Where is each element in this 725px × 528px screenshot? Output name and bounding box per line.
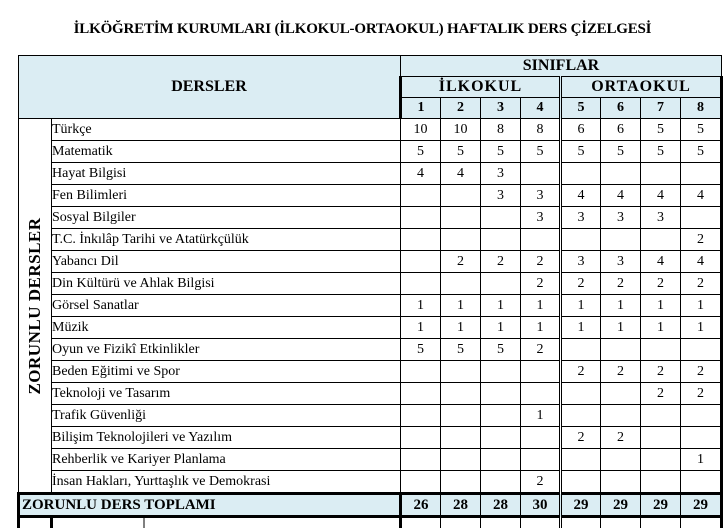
grade-2-header: 2 [441, 98, 481, 119]
table-row [19, 141, 722, 163]
hours-cell-grade-7 [641, 163, 681, 185]
total-hours-grade-4: 30 [521, 494, 561, 517]
hours-cell-grade-2 [441, 405, 481, 427]
hours-cell-grade-2 [441, 207, 481, 229]
hours-cell-grade-5 [561, 339, 601, 361]
hours-cell-grade-2 [441, 471, 481, 494]
total-hours-grade-1: 26 [401, 494, 441, 517]
hours-cell-grade-1: 5 [401, 339, 441, 361]
hours-cell-grade-4: 1 [521, 317, 561, 339]
table-row [19, 361, 722, 383]
hours-cell-grade-1 [401, 185, 441, 207]
hours-cell-grade-3: 5 [481, 141, 521, 163]
hours-cell-grade-7: 4 [641, 185, 681, 207]
table-row [19, 449, 722, 471]
hours-cell-grade-7: 5 [641, 119, 681, 141]
hours-cell-grade-3 [481, 207, 521, 229]
hours-cell-grade-5: 1 [561, 295, 601, 317]
hours-cell-grade-5: 4 [561, 185, 601, 207]
hours-cell-grade-5: 2 [561, 427, 601, 449]
hours-cell-grade-3 [481, 449, 521, 471]
hours-cell-grade-3: 5 [481, 339, 521, 361]
cut-off-cell [481, 517, 521, 528]
hours-cell-grade-6: 6 [601, 119, 641, 141]
table-row [19, 251, 722, 273]
hours-cell-grade-7: 2 [641, 361, 681, 383]
hours-cell-grade-7: 2 [641, 273, 681, 295]
hours-cell-grade-5 [561, 229, 601, 251]
grade-1-header: 1 [401, 98, 441, 119]
hours-cell-grade-8: 2 [681, 361, 722, 383]
group-label: ZORUNLU DERSLER [25, 217, 45, 394]
hours-cell-grade-8 [681, 207, 722, 229]
cut-off-cell [441, 517, 481, 528]
hours-cell-grade-2: 5 [441, 141, 481, 163]
subject-name: Yabancı Dil [52, 251, 401, 273]
total-hours-grade-3: 28 [481, 494, 521, 517]
page-title: İLKÖĞRETİM KURUMLARI (İLKOKUL-ORTAOKUL) HAFTALIK DERS ÇİZELGESİ [0, 21, 725, 38]
grade-7-header: 7 [641, 98, 681, 119]
hours-cell-grade-1 [401, 471, 441, 494]
subject-name: Rehberlik ve Kariyer Planlama [52, 449, 401, 471]
hours-cell-grade-5: 3 [561, 251, 601, 273]
hours-cell-grade-6: 3 [601, 207, 641, 229]
hours-cell-grade-4: 8 [521, 119, 561, 141]
grade-3-header: 3 [481, 98, 521, 119]
hours-cell-grade-8: 1 [681, 317, 722, 339]
total-hours-grade-8: 29 [681, 494, 722, 517]
primary-school-header: İLKOKUL [401, 77, 561, 98]
hours-cell-grade-6 [601, 383, 641, 405]
hours-cell-grade-5: 3 [561, 207, 601, 229]
subject-name: Görsel Sanatlar [52, 295, 401, 317]
hours-cell-grade-7: 1 [641, 295, 681, 317]
hours-cell-grade-8: 2 [681, 273, 722, 295]
hours-cell-grade-6: 2 [601, 427, 641, 449]
total-hours-grade-7: 29 [641, 494, 681, 517]
hours-cell-grade-4: 2 [521, 471, 561, 494]
hours-cell-grade-8 [681, 163, 722, 185]
hours-cell-grade-8: 1 [681, 295, 722, 317]
table-row [19, 229, 722, 251]
hours-cell-grade-1: 1 [401, 317, 441, 339]
hours-cell-grade-2 [441, 449, 481, 471]
hours-cell-grade-2 [441, 185, 481, 207]
hours-cell-grade-2: 10 [441, 119, 481, 141]
hours-cell-grade-5: 5 [561, 141, 601, 163]
table-row [19, 405, 722, 427]
table-row [19, 295, 722, 317]
hours-cell-grade-1 [401, 207, 441, 229]
subjects-header: DERSLER [19, 56, 401, 119]
cut-off-row [19, 517, 722, 528]
hours-cell-grade-4: 1 [521, 405, 561, 427]
hours-cell-grade-3: 2 [481, 251, 521, 273]
hours-cell-grade-5 [561, 383, 601, 405]
hours-cell-grade-1 [401, 427, 441, 449]
table-row [19, 427, 722, 449]
schedule-table [17, 55, 723, 528]
hours-cell-grade-7: 2 [641, 383, 681, 405]
subject-name: Hayat Bilgisi [52, 163, 401, 185]
hours-cell-grade-5: 2 [561, 361, 601, 383]
hours-cell-grade-6: 3 [601, 251, 641, 273]
hours-cell-grade-8: 2 [681, 229, 722, 251]
hours-cell-grade-8: 4 [681, 251, 722, 273]
classes-header: SINIFLAR [401, 56, 722, 77]
hours-cell-grade-8: 1 [681, 449, 722, 471]
table-row [19, 317, 722, 339]
hours-cell-grade-1 [401, 273, 441, 295]
cut-off-cell [561, 517, 601, 528]
hours-cell-grade-7 [641, 471, 681, 494]
hours-cell-grade-5 [561, 405, 601, 427]
subject-name: T.C. İnkılâp Tarihi ve Atatürkçülük [52, 229, 401, 251]
hours-cell-grade-6 [601, 405, 641, 427]
grade-8-header: 8 [681, 98, 722, 119]
table-row [19, 119, 722, 141]
grade-4-header: 4 [521, 98, 561, 119]
hours-cell-grade-4 [521, 229, 561, 251]
cut-off-cell [401, 517, 441, 528]
hours-cell-grade-3 [481, 229, 521, 251]
hours-cell-grade-4: 5 [521, 141, 561, 163]
hours-cell-grade-3: 8 [481, 119, 521, 141]
hours-cell-grade-1: 5 [401, 141, 441, 163]
total-hours-grade-5: 29 [561, 494, 601, 517]
hours-cell-grade-7 [641, 427, 681, 449]
cut-off-cell [19, 517, 52, 528]
subject-name: Beden Eğitimi ve Spor [52, 361, 401, 383]
table-row [19, 471, 722, 494]
hours-cell-grade-2 [441, 361, 481, 383]
hours-cell-grade-8: 4 [681, 185, 722, 207]
hours-cell-grade-1: 1 [401, 295, 441, 317]
hours-cell-grade-5 [561, 471, 601, 494]
hours-cell-grade-6 [601, 471, 641, 494]
hours-cell-grade-2: 4 [441, 163, 481, 185]
hours-cell-grade-1: 10 [401, 119, 441, 141]
hours-cell-grade-6: 4 [601, 185, 641, 207]
hours-cell-grade-5 [561, 449, 601, 471]
hours-cell-grade-6 [601, 339, 641, 361]
hours-cell-grade-5 [561, 163, 601, 185]
subject-name: Müzik [52, 317, 401, 339]
hours-cell-grade-3: 1 [481, 295, 521, 317]
hours-cell-grade-1 [401, 229, 441, 251]
subject-name: Oyun ve Fizikî Etkinlikler [52, 339, 401, 361]
hours-cell-grade-4: 1 [521, 295, 561, 317]
hours-cell-grade-4 [521, 383, 561, 405]
hours-cell-grade-6: 5 [601, 141, 641, 163]
hours-cell-grade-2: 1 [441, 295, 481, 317]
table-row [19, 383, 722, 405]
cut-off-cell [521, 517, 561, 528]
hours-cell-grade-3 [481, 427, 521, 449]
hours-cell-grade-7 [641, 339, 681, 361]
hours-cell-grade-1 [401, 449, 441, 471]
hours-cell-grade-8: 2 [681, 383, 722, 405]
cut-off-cell [601, 517, 641, 528]
hours-cell-grade-7 [641, 449, 681, 471]
hours-cell-grade-4 [521, 361, 561, 383]
hours-cell-grade-7: 5 [641, 141, 681, 163]
hours-cell-grade-4 [521, 449, 561, 471]
hours-cell-grade-5: 6 [561, 119, 601, 141]
hours-cell-grade-2 [441, 273, 481, 295]
hours-cell-grade-1 [401, 405, 441, 427]
hours-cell-grade-4 [521, 163, 561, 185]
grade-6-header: 6 [601, 98, 641, 119]
hours-cell-grade-8 [681, 339, 722, 361]
cut-off-cell [681, 517, 722, 528]
hours-cell-grade-7: 3 [641, 207, 681, 229]
subject-name: Bilişim Teknolojileri ve Yazılım [52, 427, 401, 449]
hours-cell-grade-4: 2 [521, 273, 561, 295]
subject-name: Fen Bilimleri [52, 185, 401, 207]
hours-cell-grade-2 [441, 427, 481, 449]
subject-name: Trafik Güvenliği [52, 405, 401, 427]
hours-cell-grade-8 [681, 427, 722, 449]
subject-name: Sosyal Bilgiler [52, 207, 401, 229]
cut-off-cell [52, 517, 401, 528]
subject-name: Din Kültürü ve Ahlak Bilgisi [52, 273, 401, 295]
hours-cell-grade-2 [441, 383, 481, 405]
hours-cell-grade-3 [481, 471, 521, 494]
subject-name: Türkçe [52, 119, 401, 141]
hours-cell-grade-1 [401, 361, 441, 383]
grade-5-header: 5 [561, 98, 601, 119]
hours-cell-grade-3 [481, 383, 521, 405]
hours-cell-grade-8 [681, 405, 722, 427]
hours-cell-grade-4: 3 [521, 207, 561, 229]
hours-cell-grade-8 [681, 471, 722, 494]
hours-cell-grade-4: 3 [521, 185, 561, 207]
hours-cell-grade-8: 5 [681, 119, 722, 141]
table-row [19, 163, 722, 185]
hours-cell-grade-3: 3 [481, 185, 521, 207]
hours-cell-grade-7 [641, 405, 681, 427]
total-hours-grade-6: 29 [601, 494, 641, 517]
hours-cell-grade-7 [641, 229, 681, 251]
hours-cell-grade-3 [481, 273, 521, 295]
hours-cell-grade-2: 1 [441, 317, 481, 339]
hours-cell-grade-6: 2 [601, 273, 641, 295]
hours-cell-grade-8: 5 [681, 141, 722, 163]
hours-cell-grade-6 [601, 163, 641, 185]
table-row [19, 207, 722, 229]
hours-cell-grade-3: 3 [481, 163, 521, 185]
hours-cell-grade-2: 2 [441, 251, 481, 273]
hours-cell-grade-5: 1 [561, 317, 601, 339]
hours-cell-grade-1 [401, 383, 441, 405]
total-row [19, 494, 722, 517]
hours-cell-grade-7: 1 [641, 317, 681, 339]
hours-cell-grade-6: 2 [601, 361, 641, 383]
subject-name: Matematik [52, 141, 401, 163]
hours-cell-grade-2 [441, 229, 481, 251]
hours-cell-grade-2: 5 [441, 339, 481, 361]
subject-name: İnsan Hakları, Yurttaşlık ve Demokrasi [52, 471, 401, 494]
total-label: ZORUNLU DERS TOPLAMI [19, 494, 401, 517]
hours-cell-grade-6 [601, 449, 641, 471]
table-row [19, 185, 722, 207]
hours-cell-grade-4: 2 [521, 339, 561, 361]
middle-school-header: ORTAOKUL [561, 77, 722, 98]
hours-cell-grade-3 [481, 405, 521, 427]
table-row [19, 339, 722, 361]
hours-cell-grade-6: 1 [601, 295, 641, 317]
hours-cell-grade-4: 2 [521, 251, 561, 273]
subject-name: Teknoloji ve Tasarım [52, 383, 401, 405]
hours-cell-grade-3 [481, 361, 521, 383]
hours-cell-grade-7: 4 [641, 251, 681, 273]
hours-cell-grade-3: 1 [481, 317, 521, 339]
total-hours-grade-2: 28 [441, 494, 481, 517]
hours-cell-grade-4 [521, 427, 561, 449]
group-label-cell [19, 119, 52, 494]
cut-off-cell [641, 517, 681, 528]
hours-cell-grade-6 [601, 229, 641, 251]
table-row [19, 273, 722, 295]
hours-cell-grade-5: 2 [561, 273, 601, 295]
hours-cell-grade-1: 4 [401, 163, 441, 185]
hours-cell-grade-1 [401, 251, 441, 273]
hours-cell-grade-6: 1 [601, 317, 641, 339]
